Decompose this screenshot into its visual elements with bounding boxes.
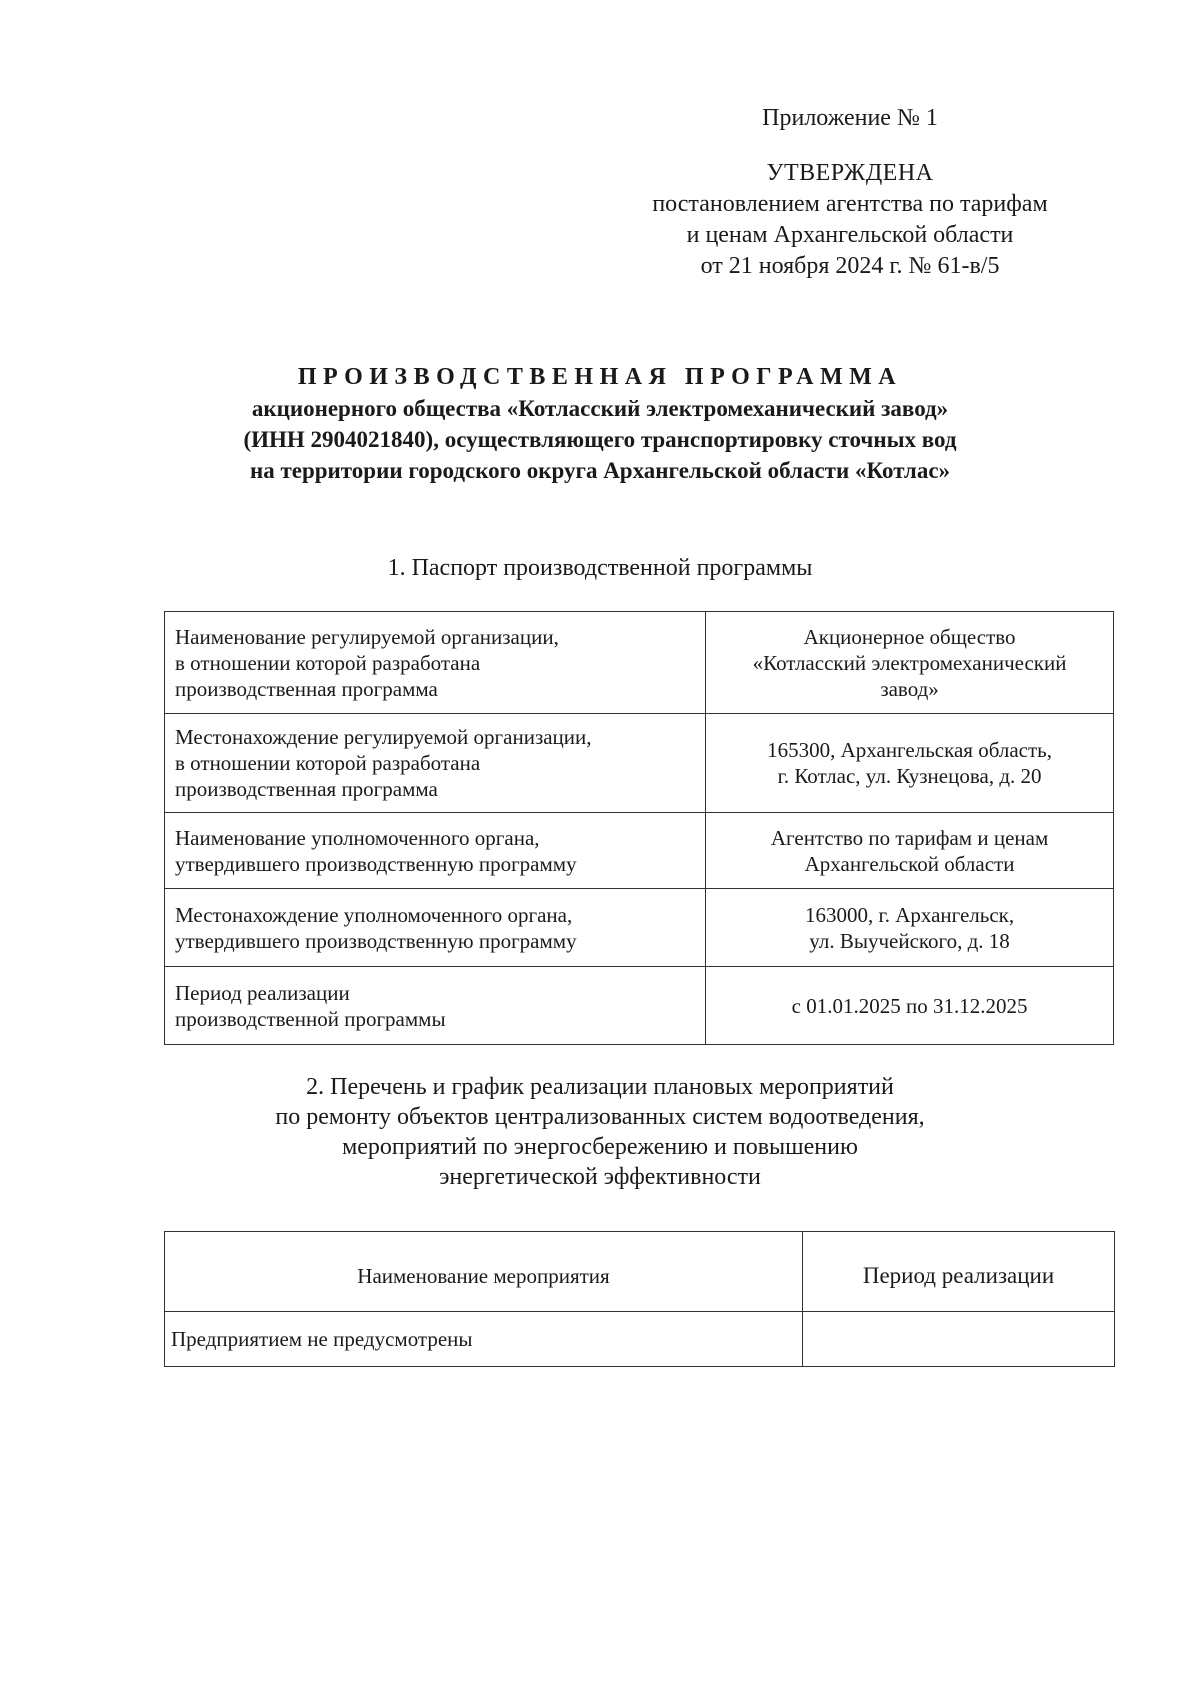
label-line: Наименование регулируемой организации, bbox=[175, 624, 559, 649]
passport-label bbox=[165, 714, 706, 813]
passport-value bbox=[706, 889, 1114, 967]
passport-row-implementation-period bbox=[165, 967, 1114, 1045]
value-line: с 01.01.2025 по 31.12.2025 bbox=[791, 993, 1028, 1018]
approval-date: от 21 ноября 2024 г. № 61-в/5 bbox=[700, 253, 1000, 279]
passport-table bbox=[164, 611, 1114, 1045]
value-line: 165300, Архангельская область, bbox=[767, 738, 1052, 762]
passport-value bbox=[706, 714, 1114, 813]
passport-label bbox=[165, 889, 706, 967]
measures-table bbox=[164, 1231, 1115, 1367]
label-line: производственной программы bbox=[175, 1006, 446, 1031]
passport-row-organization-address bbox=[165, 714, 1114, 813]
passport-row-authority-name bbox=[165, 813, 1114, 889]
approval-stamp: УТВЕРЖДЕНА bbox=[766, 160, 934, 186]
passport-label bbox=[165, 813, 706, 889]
value-line: завод» bbox=[880, 676, 939, 701]
label-line: утвердившего производственную программу bbox=[175, 851, 577, 876]
value-line: ул. Выучейского, д. 18 bbox=[809, 928, 1010, 953]
label-line: производственная программа bbox=[175, 676, 438, 701]
passport-label bbox=[165, 967, 706, 1045]
heading-line: по ремонту объектов централизованных систем водоотведения, bbox=[275, 1104, 925, 1130]
section-2-heading bbox=[120, 1072, 1080, 1192]
column-header-period: Период реализации bbox=[803, 1232, 1115, 1312]
section-1-heading: 1. Паспорт производственной программы bbox=[387, 555, 813, 581]
value-line: Архангельской области bbox=[804, 851, 1015, 876]
label-line: в отношении которой разработана bbox=[175, 751, 481, 775]
passport-row-authority-address bbox=[165, 889, 1114, 967]
measure-period-cell bbox=[803, 1312, 1115, 1367]
label-line: в отношении которой разработана bbox=[175, 650, 481, 675]
measure-name-cell: Предприятием не предусмотрены bbox=[165, 1312, 803, 1367]
column-header-measure-name: Наименование мероприятия bbox=[165, 1232, 803, 1312]
attachment-number: Приложение № 1 bbox=[762, 105, 938, 131]
value-line: Акционерное общество bbox=[803, 624, 1016, 649]
heading-line: 2. Перечень и график реализации плановых мероприятий bbox=[306, 1074, 894, 1100]
passport-value bbox=[706, 612, 1114, 714]
passport-row-organization-name bbox=[165, 612, 1114, 714]
label-line: утвердившего производственную программу bbox=[175, 928, 577, 953]
heading-line: энергетической эффективности bbox=[439, 1164, 761, 1190]
table-row bbox=[165, 1312, 1115, 1367]
value-line: 163000, г. Архангельск, bbox=[804, 902, 1015, 927]
program-title-heading: ПРОИЗВОДСТВЕННАЯ ПРОГРАММА bbox=[297, 364, 903, 390]
passport-value bbox=[706, 967, 1114, 1045]
label-line: Наименование уполномоченного органа, bbox=[175, 825, 540, 850]
program-title bbox=[120, 362, 1080, 486]
heading-line: мероприятий по энергосбережению и повышению bbox=[342, 1134, 858, 1160]
label-line: производственная программа bbox=[175, 777, 438, 801]
label-line: Период реализации bbox=[175, 980, 350, 1005]
approval-authority-line-2: и ценам Архангельской области bbox=[686, 222, 1014, 248]
value-line: «Котласский электромеханический bbox=[752, 650, 1067, 675]
approval-authority-line-1: постановлением агентства по тарифам bbox=[652, 191, 1048, 217]
measures-header-row bbox=[165, 1232, 1115, 1312]
value-line: Агентство по тарифам и ценам bbox=[770, 825, 1049, 850]
program-title-line-4: на территории городского округа Архангельской области «Котлас» bbox=[249, 458, 951, 483]
value-line: г. Котлас, ул. Кузнецова, д. 20 bbox=[777, 764, 1042, 788]
passport-label bbox=[165, 612, 706, 714]
program-title-line-3: (ИНН 2904021840), осуществляющего транспортировку сточных вод bbox=[243, 427, 957, 452]
label-line: Местонахождение регулируемой организации, bbox=[175, 725, 592, 749]
passport-value bbox=[706, 813, 1114, 889]
label-line: Местонахождение уполномоченного органа, bbox=[175, 902, 573, 927]
program-title-line-2: акционерного общества «Котласский электромеханический завод» bbox=[251, 396, 949, 421]
approval-block bbox=[620, 158, 1080, 282]
